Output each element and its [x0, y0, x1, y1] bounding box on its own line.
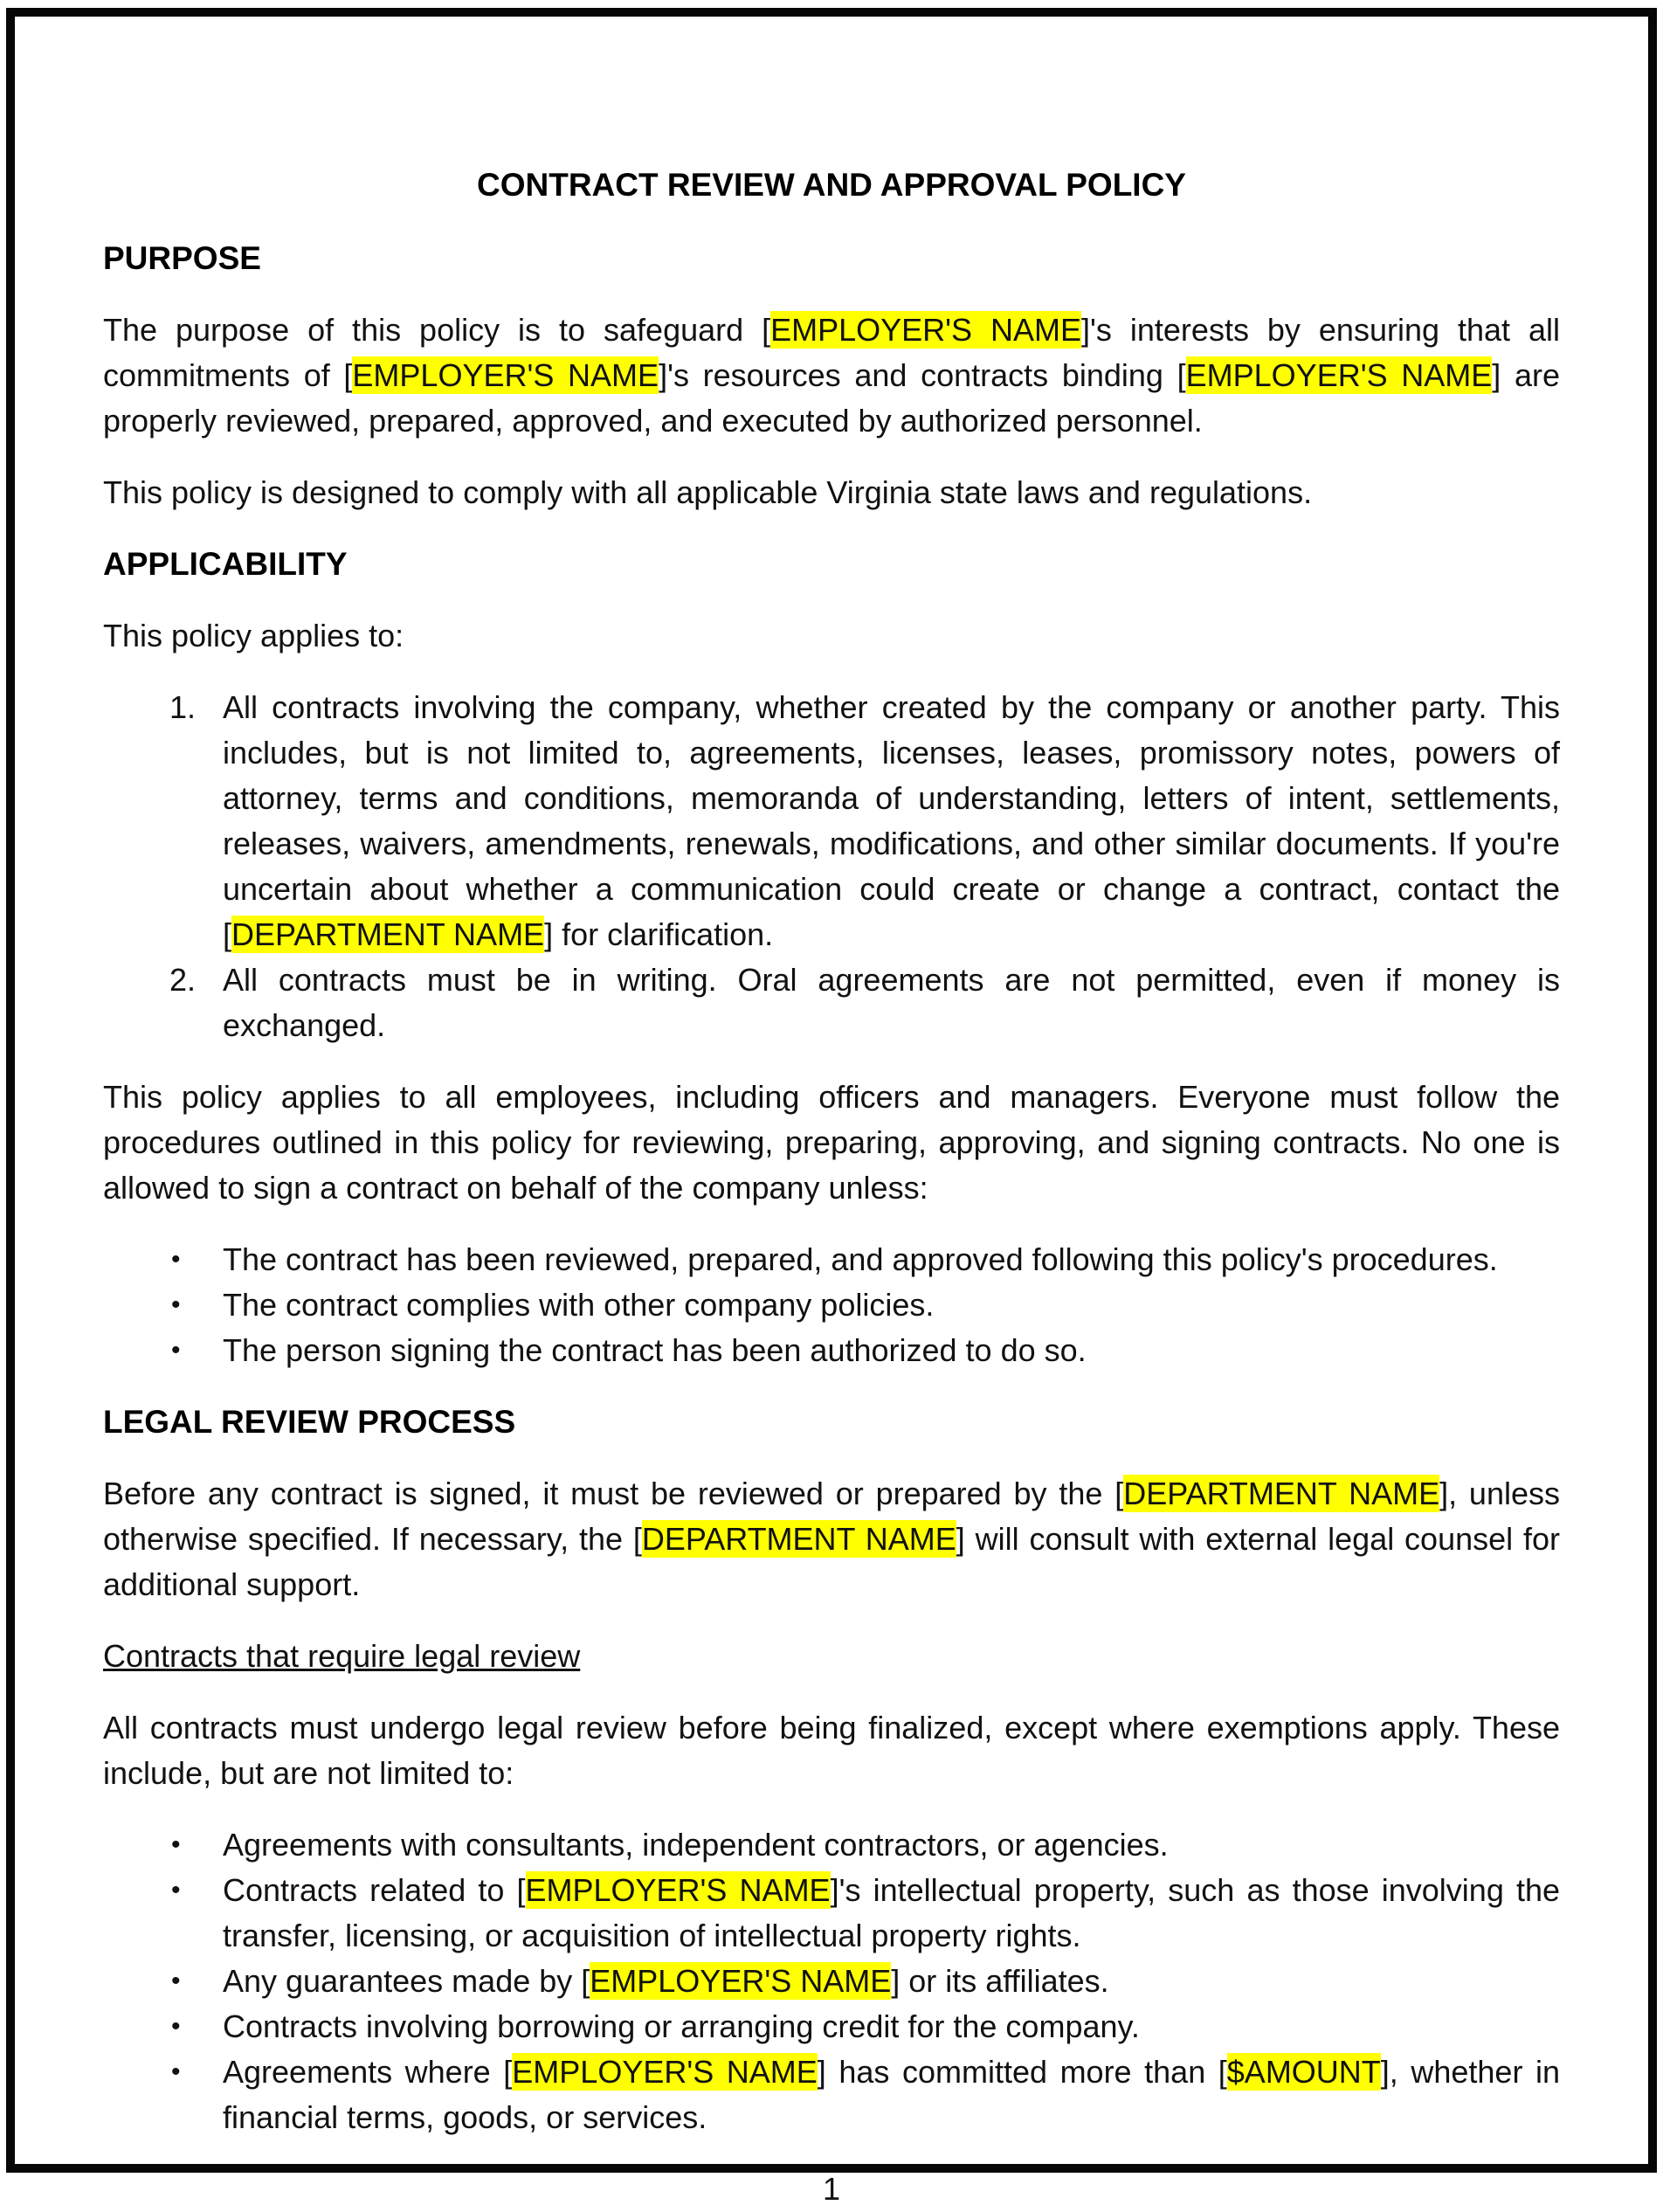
bullet-icon: • [171, 2057, 181, 2086]
text-segment: ] will consult with external legal counsel for additional support. [103, 1521, 1561, 1602]
text-segment: ], unless otherwise specified. If necessary, the [ [103, 1476, 1560, 1557]
subheading-contracts-requiring-review: Contracts that require legal review [103, 1638, 581, 1674]
text-segment: All contracts involving the company, whether created by the company or another party. This includes, but is not limited to, agreements, licenses, leases, promissory notes, powers of attorney, terms and conditions, memoranda of understanding, letters of intent, settlements, releases, waivers, amendments, renewals, modifications, and other similar documents. If you're uncertain about whether a communication could create or change a contract, contact the [ [223, 689, 1560, 952]
placeholder-highlight: EMPLOYER'S NAME [590, 1963, 892, 1999]
bullet-icon: • [171, 1967, 181, 1995]
placeholder-highlight: EMPLOYER'S NAME [352, 357, 659, 393]
text-segment: Contracts related to [ [223, 1872, 526, 1908]
bullet-item [103, 2004, 1560, 2050]
page-number: 1 [822, 2171, 841, 2207]
bullet-item [103, 1328, 1560, 1373]
applicability-paragraph-after-list [103, 1075, 1560, 1211]
document-title: CONTRACT REVIEW AND APPROVAL POLICY [477, 167, 1186, 203]
list-item-text [223, 1287, 934, 1323]
list-item-text [223, 1332, 1087, 1368]
text-segment: Contracts involving borrowing or arranging credit for the company. [223, 2008, 1140, 2044]
placeholder-highlight: DEPARTMENT NAME [641, 1521, 956, 1557]
bullet-icon: • [171, 2012, 181, 2041]
list-item-text [223, 962, 1560, 1043]
text-segment: Agreements with consultants, independent contractors, or agencies. [223, 1827, 1169, 1863]
document-content [103, 162, 1560, 2212]
legal-review-paragraph-1 [103, 1471, 1560, 1607]
text-segment: This policy applies to all employees, including officers and managers. Everyone must follow the procedures outlined in this policy for reviewing, preparing, approving, and signing contracts. No one is allowed to sign a contract on behalf of the company unless: [103, 1079, 1560, 1206]
text-segment: This policy is designed to comply with all applicable Virginia state laws and regulations. [103, 474, 1313, 510]
text-segment: ], whether in financial terms, goods, or services. [223, 2054, 1561, 2135]
text-segment: ] are properly reviewed, prepared, approved, and executed by authorized personnel. [103, 357, 1560, 439]
section-heading-applicability: APPLICABILITY [103, 546, 348, 582]
text-segment: ]'s interests by ensuring that all commitments of [ [103, 312, 1561, 393]
text-segment: Before any contract is signed, it must be reviewed or prepared by the [ [103, 1476, 1124, 1511]
list-item-text [223, 2008, 1140, 2044]
text-segment: Agreements where [ [223, 2054, 513, 2090]
bullet-item [103, 1237, 1560, 1282]
text-segment: The contract has been reviewed, prepared, and approved following this policy's procedures. [223, 1241, 1498, 1277]
placeholder-highlight: DEPARTMENT NAME [231, 916, 545, 952]
text-segment: ]'s resources and contracts binding [ [659, 357, 1186, 393]
bullet-icon: • [171, 1245, 181, 1274]
list-number: 1. [169, 689, 197, 725]
applicability-intro-paragraph [103, 613, 1560, 659]
bullet-icon: • [171, 1290, 181, 1319]
bullet-item [103, 1959, 1560, 2004]
list-item-text [223, 1871, 1560, 1953]
list-number: 2. [169, 962, 197, 998]
placeholder-highlight: $AMOUNT [1226, 2054, 1381, 2090]
legal-review-bullet-list [103, 1822, 1560, 2140]
numbered-item-1 [103, 685, 1560, 957]
text-segment: Any guarantees made by [ [223, 1963, 590, 1999]
text-segment: The person signing the contract has been authorized to do so. [223, 1332, 1087, 1368]
numbered-item-2 [103, 957, 1560, 1048]
placeholder-highlight: EMPLOYER'S NAME [770, 312, 1082, 348]
bullet-item [103, 1282, 1560, 1328]
list-item-text [223, 2053, 1560, 2135]
legal-review-paragraph-2 [103, 1705, 1560, 1796]
text-segment: ]'s intellectual property, such as those involving the transfer, licensing, or acquisition of intellectual property rights. [223, 1872, 1560, 1953]
list-item-text [223, 1962, 1109, 2000]
bullet-item [103, 1868, 1560, 1959]
purpose-paragraph-1 [103, 308, 1560, 444]
section-heading-purpose: PURPOSE [103, 240, 261, 276]
text-segment: ] has committed more than [ [817, 2054, 1227, 2090]
list-item-text [223, 689, 1560, 953]
text-segment: The contract complies with other company policies. [223, 1287, 935, 1323]
text-segment: ] or its affiliates. [891, 1963, 1109, 1999]
bullet-item [103, 1822, 1560, 1868]
bullet-icon: • [171, 1876, 181, 1904]
purpose-paragraph-2 [103, 470, 1560, 515]
placeholder-highlight: EMPLOYER'S NAME [525, 1872, 831, 1908]
text-segment: The purpose of this policy is to safeguard [ [103, 312, 771, 348]
section-heading-legal-review: LEGAL REVIEW PROCESS [103, 1404, 516, 1440]
text-segment: All contracts must undergo legal review before being finalized, except where exemptions apply. These include, but are not limited to: [103, 1710, 1560, 1791]
placeholder-highlight: EMPLOYER'S NAME [1185, 357, 1493, 393]
applicability-bullet-list [103, 1237, 1560, 1373]
placeholder-highlight: EMPLOYER'S NAME [512, 2054, 818, 2090]
placeholder-highlight: DEPARTMENT NAME [1123, 1476, 1440, 1511]
list-item-text [223, 1827, 1169, 1863]
bullet-item [103, 2050, 1560, 2140]
list-item-text [223, 1241, 1498, 1277]
bullet-icon: • [171, 1830, 181, 1859]
bullet-icon: • [171, 1336, 181, 1365]
text-segment: ] for clarification. [544, 916, 774, 952]
text-segment: All contracts must be in writing. Oral agreements are not permitted, even if money is exchanged. [223, 962, 1560, 1043]
text-segment: This policy applies to: [103, 618, 404, 653]
numbered-list [103, 685, 1560, 1048]
